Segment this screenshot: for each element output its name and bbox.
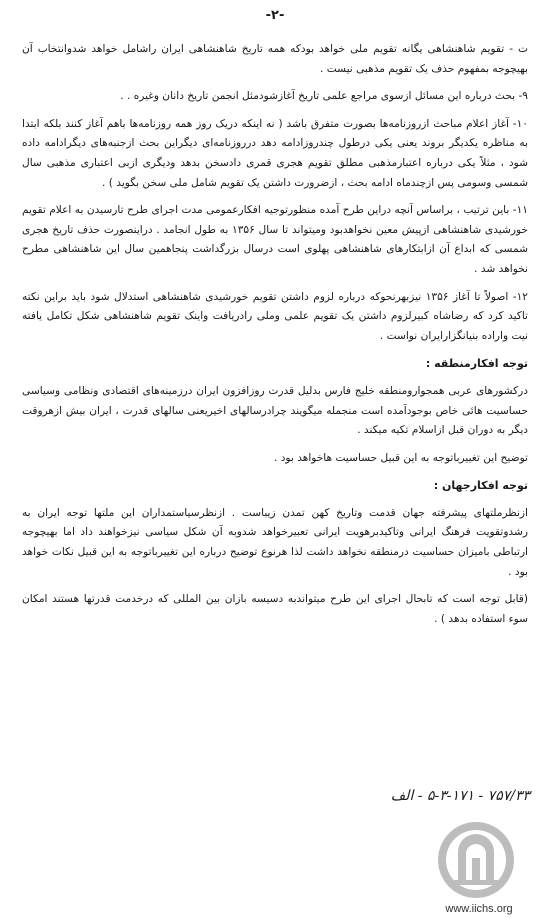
paragraph-item-9: ۹- بحث درباره این مسائل ازسوی مراجع علمی تاریخ آغازشودمثل انجمن تاریخ دانان وغیره . . (120, 90, 528, 103)
paragraph-item-11: ۱۱- باین ترتیب ، براساس آنچه دراین طرح آمده منظورتوجیه افکارعمومی مدت اجرای طرح تارسیدن به اعلام تقویم خورشیدی شاهنشاهی ازپیش معین نخواهدبود ومیتواند تا سال ۱۳۵۶ به طول انجامد . دراینصورت حذف تاریخ هجری شمسی که ابداع آن ازابتکارهای شاهنشاهی پهلوی است درسال بزرگداشت پنجاهمین سال این شاهنشاهی مطرح نخواهد شد . (22, 204, 528, 275)
regional-paragraph: درکشورهای عربی همجوارومنطقه خلیج فارس بدلیل قدرت روزافزون ایران درزمینه‌های اقتصادی ونظامی وسیاسی حساسیت هائی خاص بوجودآمده است منجمله میگویند چرادرسالهای اخیریعنی سالهای قدرت ، ایران بیش ازهروقت دیگر به دوران قبل ازاسلام تکیه میکند . (22, 384, 528, 437)
page-number: -۲- (265, 8, 285, 23)
paragraph-item-t: ت - تقویم شاهنشاهی یگانه تقویم ملی خواهد بودکه همه تاریخ شاهنشاهی ایران راشامل خواهد شدوانتخاب آن بهیچوجه بمفهوم حذف یک تقویم مذهبی نیست . (22, 43, 528, 75)
section-heading-world: توجه افکارجهان : (433, 479, 528, 493)
handwritten-reference: ۷۵۷/۳۳ - ۵-۳-۱۷۱ - الف (390, 788, 530, 804)
paragraph-item-10: ۱۰- آغاز اعلام مباحث ازروزنامه‌ها بصورت متفرق باشد ( نه اینکه دریک روز همه روزنامه‌ها باهم آغاز کنند بلکه ابتدا به مناظره یکدیگر بروند یعنی یکی درطول چندروزادامه دهد درروزنامه‌ای دیگراین بحث ازجنبه‌های دیگرادامه داده شود ، مثلاً یکی درباره اعتبارمذهبی مطلق تقویم هجری قمری دادسخن بدهد ودیگری ازبی اعتباری مذهبی سال شمسی وسومی پس ازچندماه ادامه بحث ، ازضرورت داشتن یک تقویم شامل ملی سخن بگوید ) . (22, 117, 528, 189)
world-paragraph: ازنظرملتهای پیشرفته جهان قدمت وتاریخ کهن تمدن زیباست . ازنظرسیاستمداران این ملتها توجه ایران به رشدوتقویت فرهنگ ایرانی وتاکیدبرهویت ایرانی تعبیرخواهد شدوبه آن شکل سیاسی نیزخواهند داد اما بهیچوجه ارتباطی بامیزان حساسیت درمنطقه نخواهد داشت لذا هرنوع توضیح درباره این تغییرباتوجه به این قبیل نکات خواهد بود . (22, 506, 528, 578)
institute-logo-icon (434, 818, 518, 902)
world-note: (قابل توجه است که تابحال اجرای این طرح میتواندبه دسیسه بازان بین المللی که درخدمت قدرتها هستند امکان سوء استفاده بدهد ) . (22, 593, 528, 625)
regional-conclusion: توضیح این تغییرباتوجه به این قبیل حساسیت هاخواهد بود . (273, 451, 528, 464)
document-body (22, 40, 528, 631)
site-url: www.iichs.org (445, 903, 513, 915)
section-heading-regional: توجه افکارمنطقه : (425, 357, 528, 371)
paragraph-item-12: ۱۲- اصولاً تا آغاز ۱۳۵۶ نیزبهرنحوکه درباره لزوم داشتن تقویم خورشیدی شاهنشاهی استدلال شود باید براین نکته تاکید کرد که رضاشاه کبیرلزوم داشتن یک تقویم علمی وملی رادریافت واینک تقویم شاهنشاهی شکل تکامل یافته نیت واراده بنیانگزارایران نواست . (22, 290, 528, 342)
